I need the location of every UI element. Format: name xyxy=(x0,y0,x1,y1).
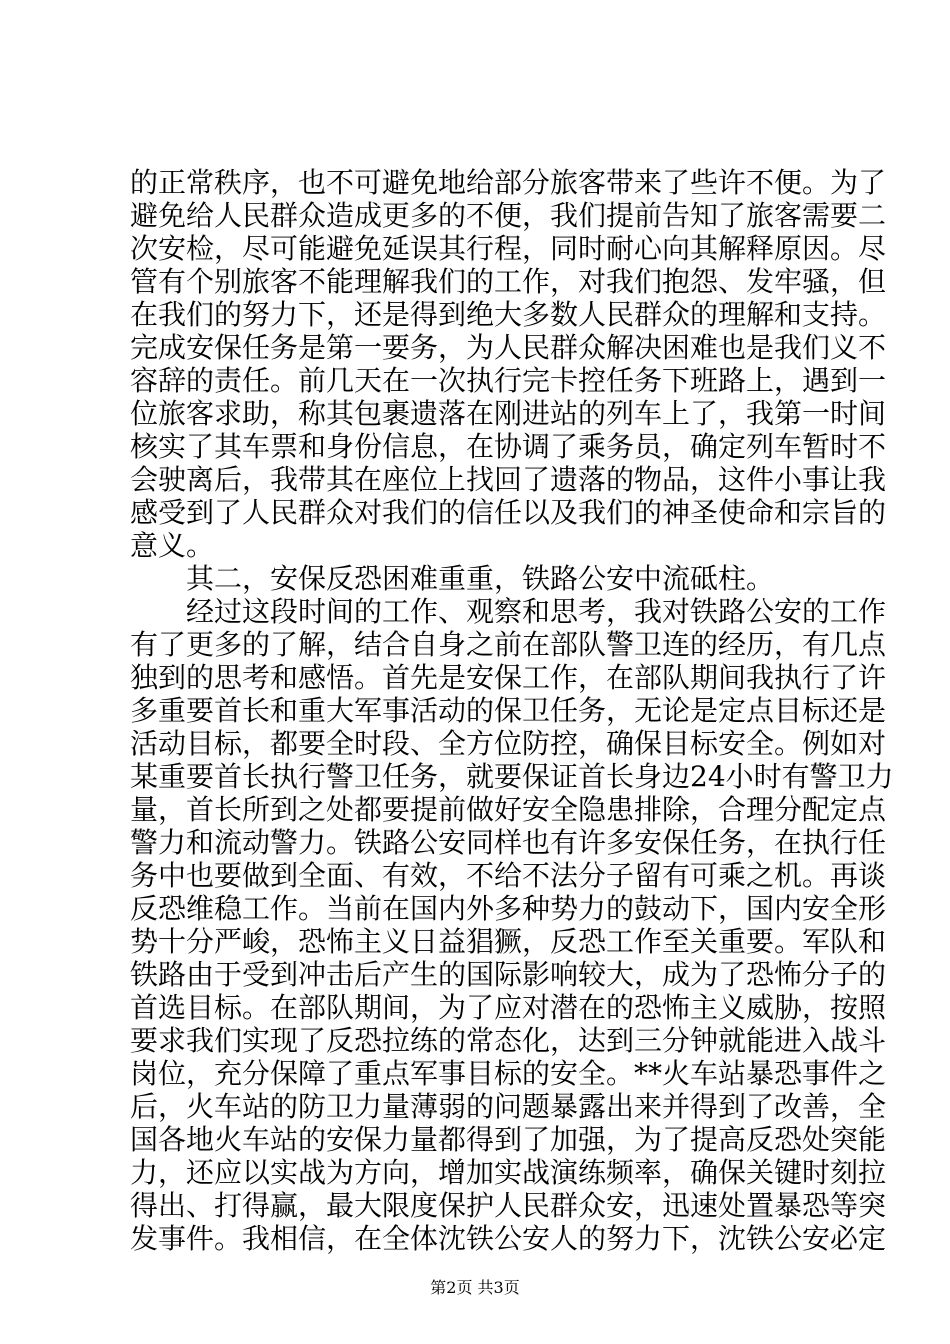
text-line: 在我们的努力下，还是得到绝大多数人民群众的理解和支持。 xyxy=(130,298,887,331)
text-line: 多重要首长和重大军事活动的保卫任务，无论是定点目标还是 xyxy=(130,694,887,727)
text-line: 国各地火车站的安保力量都得到了加强，为了提高反恐处突能 xyxy=(130,1123,887,1156)
text-line: 力，还应以实战为方向，增加实战演练频率，确保关键时刻拉 xyxy=(130,1156,887,1189)
text-line: 警力和流动警力。铁路公安同样也有许多安保任务，在执行任 xyxy=(130,826,887,859)
text-line: 避免给人民群众造成更多的不便，我们提前告知了旅客需要二 xyxy=(130,199,887,232)
text-line: 后，火车站的防卫力量薄弱的问题暴露出来并得到了改善，全 xyxy=(130,1090,887,1123)
text-line: 管有个别旅客不能理解我们的工作，对我们抱怨、发牢骚，但 xyxy=(130,265,887,298)
text-line: 务中也要做到全面、有效，不给不法分子留有可乘之机。再谈 xyxy=(130,859,887,892)
text-line: 独到的思考和感悟。首先是安保工作，在部队期间我执行了许 xyxy=(130,661,887,694)
text-line: 次安检，尽可能避免延误其行程，同时耐心向其解释原因。尽 xyxy=(130,232,887,265)
page-number-footer: 第2页 共3页 xyxy=(430,1278,520,1297)
text-line: 岗位，充分保障了重点军事目标的安全。**火车站暴恐事件之 xyxy=(130,1057,887,1090)
text-line: 反恐维稳工作。当前在国内外多种势力的鼓动下，国内安全形 xyxy=(130,892,887,925)
text-line: 意义。 xyxy=(130,529,215,562)
text-line: 得出、打得赢，最大限度保护人民群众安，迅速处置暴恐等突 xyxy=(130,1189,887,1222)
text-line: 核实了其车票和身份信息，在协调了乘务员，确定列车暂时不 xyxy=(130,430,887,463)
text-line: 经过这段时间的工作、观察和思考，我对铁路公安的工作 xyxy=(186,595,887,628)
text-line: 的正常秩序，也不可避免地给部分旅客带来了些许不便。为了 xyxy=(130,166,887,199)
text-line: 首选目标。在部队期间，为了应对潜在的恐怖主义威胁，按照 xyxy=(130,991,887,1024)
section-heading: 其二，安保反恐困难重重，铁路公安中流砥柱。 xyxy=(186,562,775,595)
text-line: 感受到了人民群众对我们的信任以及我们的神圣使命和宗旨的 xyxy=(130,496,887,529)
text-line: 势十分严峻，恐怖主义日益猖獗，反恐工作至关重要。军队和 xyxy=(130,925,887,958)
text-line: 位旅客求助，称其包裹遗落在刚进站的列车上了，我第一时间 xyxy=(130,397,887,430)
text-line: 发事件。我相信，在全体沈铁公安人的努力下，沈铁公安必定 xyxy=(130,1222,887,1255)
text-line: 铁路由于受到冲击后产生的国际影响较大，成为了恐怖分子的 xyxy=(130,958,887,991)
text-line: 要求我们实现了反恐拉练的常态化，达到三分钟就能进入战斗 xyxy=(130,1024,887,1057)
text-line: 量，首长所到之处都要提前做好安全隐患排除，合理分配定点 xyxy=(130,793,887,826)
text-line: 某重要首长执行警卫任务，就要保证首长身边24小时有警卫力 xyxy=(130,760,894,793)
text-line: 有了更多的了解，结合自身之前在部队警卫连的经历，有几点 xyxy=(130,628,887,661)
text-line: 会驶离后，我带其在座位上找回了遗落的物品，这件小事让我 xyxy=(130,463,887,496)
text-line: 活动目标，都要全时段、全方位防控，确保目标安全。例如对 xyxy=(130,727,887,760)
text-line: 容辞的责任。前几天在一次执行完卡控任务下班路上，遇到一 xyxy=(130,364,887,397)
text-line: 完成安保任务是第一要务，为人民群众解决困难也是我们义不 xyxy=(130,331,887,364)
